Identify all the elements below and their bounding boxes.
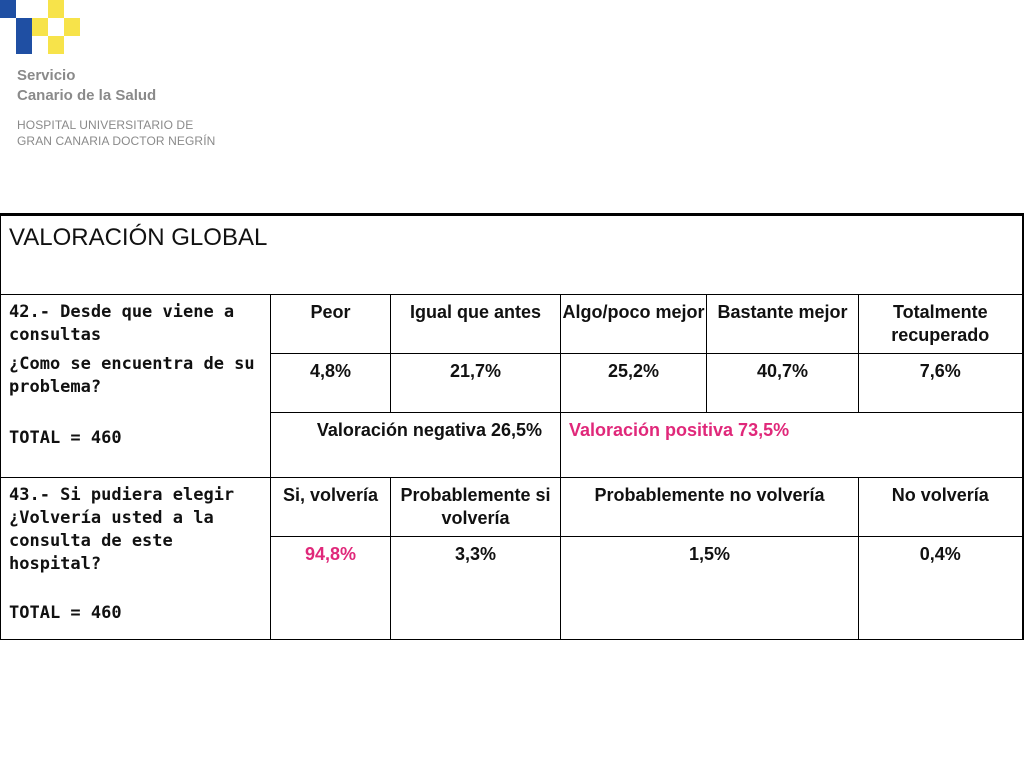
table-title: VALORACIÓN GLOBAL (1, 215, 1023, 295)
q43-header-no-volveria: No volvería (859, 478, 1023, 537)
q42-header-peor: Peor (271, 295, 391, 354)
question-42-cell (1, 295, 271, 478)
q42-value-igual: 21,7% (391, 354, 561, 413)
q43-header-si: Si, volvería (271, 478, 391, 537)
hospital-name-line2: GRAN CANARIA DOCTOR NEGRÍN (17, 134, 216, 148)
q42-header-algo-poco-mejor: Algo/poco mejor (561, 295, 707, 354)
q43-value-si: 94,8% (271, 537, 391, 640)
question-42-total: TOTAL = 460 (9, 428, 122, 448)
q43-header-probablemente-si: Probablemente si volvería (391, 478, 561, 537)
q42-value-bastante-mejor: 40,7% (707, 354, 859, 413)
hospital-name (17, 117, 215, 149)
question-43-cell (1, 478, 271, 640)
q43-value-probablemente-si: 3,3% (391, 537, 561, 640)
q42-value-totalmente-recuperado: 7,6% (859, 354, 1023, 413)
question-43-total: TOTAL = 460 (9, 603, 122, 623)
q42-header-bastante-mejor: Bastante mejor (707, 295, 859, 354)
q42-header-totalmente-recuperado: Totalmente recuperado (859, 295, 1023, 354)
q43-value-probablemente-no: 1,5% (561, 537, 859, 640)
survey-table (0, 213, 1024, 640)
q42-header-igual: Igual que antes (391, 295, 561, 354)
q42-negative-summary: Valoración negativa 26,5% (271, 413, 561, 478)
scs-logo-icon (0, 0, 90, 60)
q42-value-algo-poco-mejor: 25,2% (561, 354, 707, 413)
q43-header-probablemente-no: Probablemente no volvería (561, 478, 859, 537)
q42-value-peor: 4,8% (271, 354, 391, 413)
organization-name (17, 66, 156, 106)
q43-value-no-volveria: 0,4% (859, 537, 1023, 640)
q42-positive-summary: Valoración positiva 73,5% (561, 413, 1023, 478)
hospital-name-line1: HOSPITAL UNIVERSITARIO DE (17, 118, 194, 132)
question-42-line2: ¿Como se encuentra de su problema? (9, 354, 255, 397)
question-43-text: 43.- Si pudiera elegir ¿Volvería usted a la consulta de este hospital? (9, 485, 235, 574)
question-42-line1: 42.- Desde que viene a consultas (9, 302, 235, 345)
org-name-line2: Canario de la Salud (17, 87, 157, 104)
org-name-line1: Servicio (17, 67, 76, 84)
